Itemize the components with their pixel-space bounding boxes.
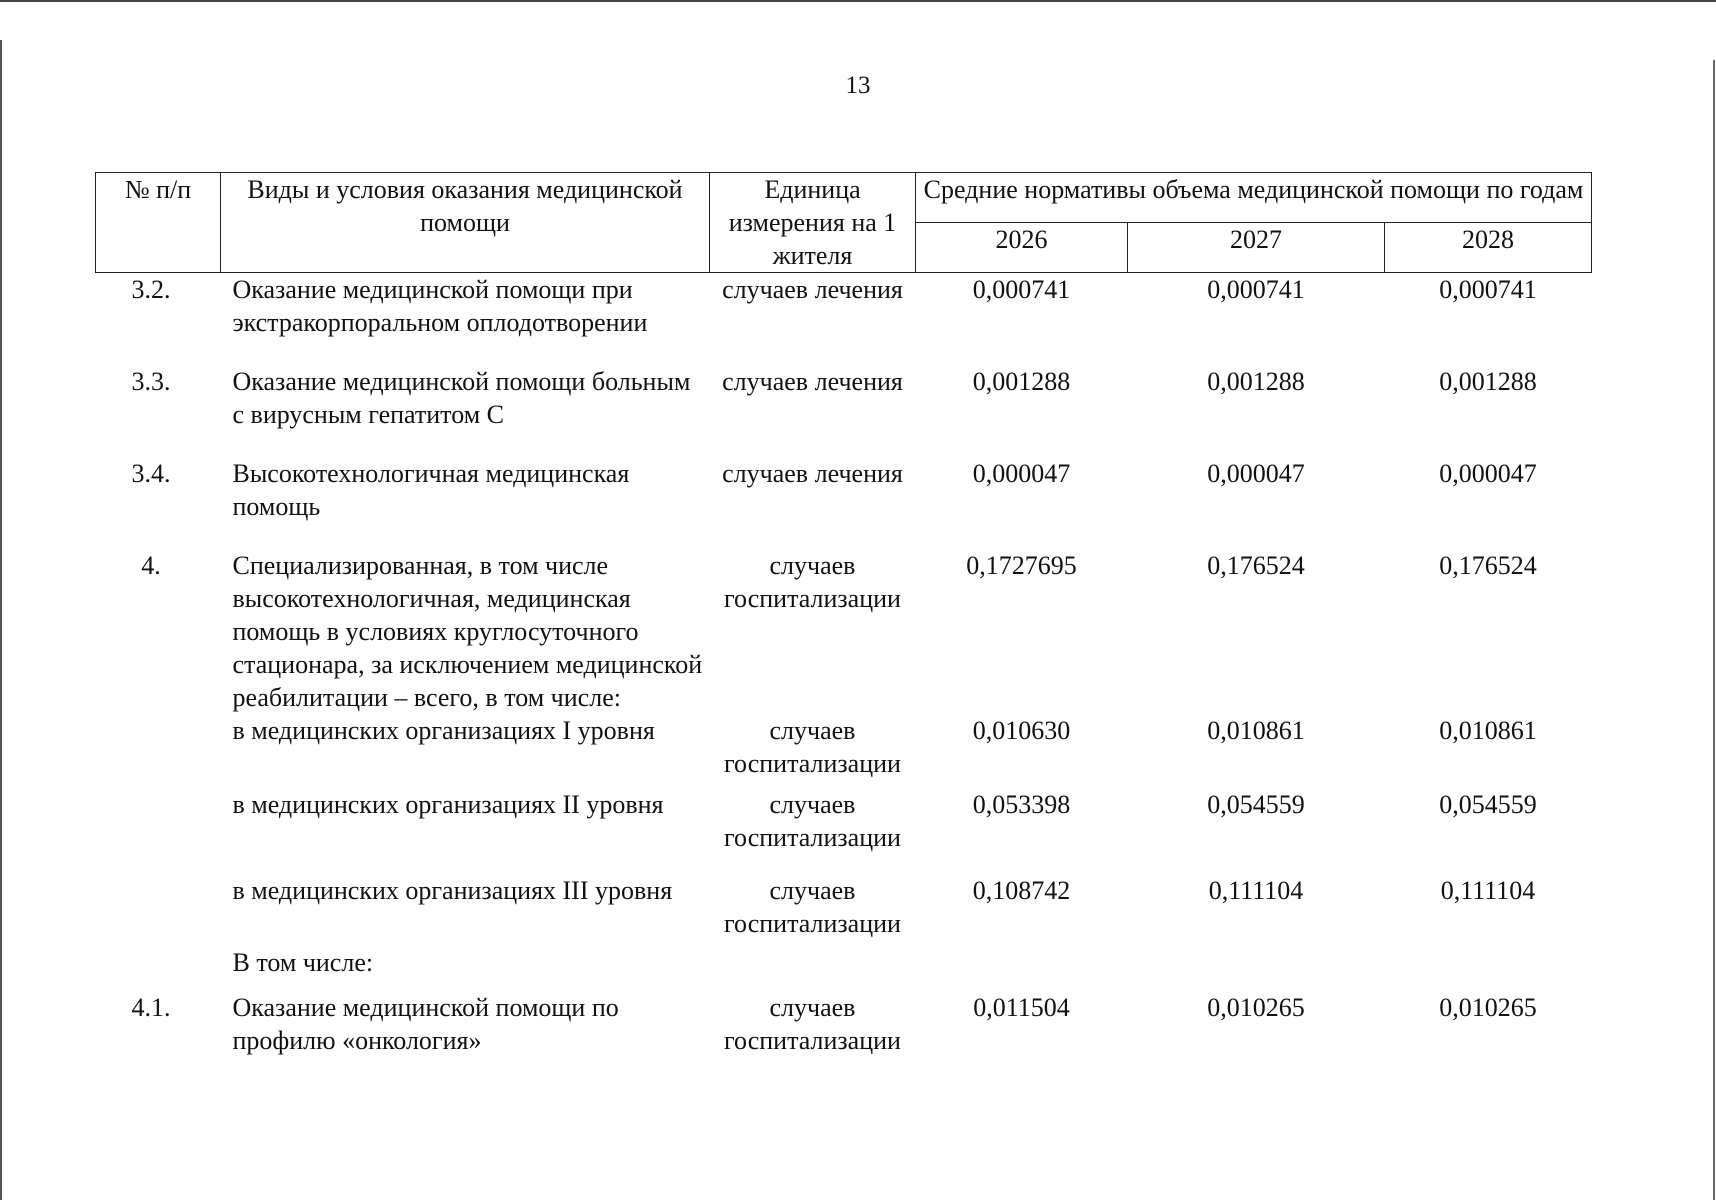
row-unit: случаев госпитализации bbox=[724, 790, 901, 852]
table-row bbox=[96, 365, 1592, 431]
row-num bbox=[96, 874, 221, 940]
row-value-2027: 0,176524 bbox=[1207, 551, 1305, 580]
row-value-2026: 0,011504 bbox=[973, 993, 1070, 1022]
row-value-2026: 0,001288 bbox=[972, 367, 1071, 396]
header-group: Средние нормативы объема медицинской помощи по годам bbox=[916, 173, 1592, 223]
row-name: В том числе: bbox=[232, 948, 374, 977]
row-name: в медицинских организациях II уровня bbox=[232, 790, 664, 819]
table-row bbox=[96, 273, 1592, 340]
row-value-2027: 0,000741 bbox=[1207, 275, 1305, 304]
row-name: в медицинских организациях III уровня bbox=[232, 876, 673, 905]
row-num: 3.3. bbox=[131, 367, 171, 396]
scan-edge-left bbox=[0, 40, 2, 1200]
row-value-2028: 0,001288 bbox=[1439, 367, 1537, 396]
header-year-2026: 2026 bbox=[916, 223, 1128, 273]
row-name: Оказание медицинской помощи при экстракорпоральном оплодотворении bbox=[232, 275, 648, 337]
table-row bbox=[96, 940, 1592, 979]
row-value-2027: 0,111104 bbox=[1208, 876, 1304, 905]
row-num bbox=[96, 714, 221, 780]
row-unit: случаев госпитализации bbox=[724, 716, 901, 778]
table-row bbox=[96, 714, 1592, 780]
table-row bbox=[96, 991, 1592, 1057]
row-unit bbox=[710, 940, 916, 979]
row-name: Оказание медицинской помощи больным с вирусным гепатитом С bbox=[232, 367, 691, 429]
row-num: 3.2. bbox=[131, 275, 171, 304]
header-unit: Единица измерения на 1 жителя bbox=[710, 173, 916, 273]
row-value-2028: 0,000047 bbox=[1439, 459, 1537, 488]
table-body bbox=[96, 273, 1592, 1058]
row-value-2026: 0,000047 bbox=[972, 459, 1071, 488]
row-value-2026: 0,000741 bbox=[972, 275, 1071, 304]
table-row bbox=[96, 549, 1592, 714]
row-num: 4.1. bbox=[131, 993, 171, 1022]
volume-norms-table bbox=[95, 172, 1592, 1057]
row-unit: случаев лечения bbox=[722, 459, 903, 488]
scan-edge-top bbox=[0, 0, 1716, 2]
table-row bbox=[96, 457, 1592, 523]
row-value-2027: 0,010861 bbox=[1207, 716, 1305, 745]
row-unit: случаев госпитализации bbox=[724, 993, 901, 1055]
table-row bbox=[96, 874, 1592, 940]
row-value-2027: 0,000047 bbox=[1207, 459, 1305, 488]
row-name: Оказание медицинской помощи по профилю «онкология» bbox=[232, 993, 619, 1055]
row-value-2028: 0,000741 bbox=[1439, 275, 1537, 304]
row-value-2026: 0,108742 bbox=[972, 876, 1071, 905]
row-value-2026: 0,010630 bbox=[972, 716, 1071, 745]
row-value-2028: 0,054559 bbox=[1439, 790, 1537, 819]
row-value-2026: 0,053398 bbox=[972, 790, 1071, 819]
row-value-2027: 0,010265 bbox=[1207, 993, 1305, 1022]
row-value-2027: 0,054559 bbox=[1207, 790, 1305, 819]
row-value-2028: 0,010265 bbox=[1439, 993, 1537, 1022]
scan-edge-right bbox=[1713, 60, 1715, 1200]
row-value-2028: 0,176524 bbox=[1439, 551, 1537, 580]
header-num: № п/п bbox=[96, 173, 221, 273]
table-header bbox=[96, 173, 1592, 273]
page-number: 13 bbox=[845, 72, 871, 99]
row-value-2026: 0,1727695 bbox=[966, 551, 1077, 580]
header-name: Виды и условия оказания медицинской помощи bbox=[221, 173, 710, 273]
row-value-2028: 0,111104 bbox=[1440, 876, 1536, 905]
row-value-2026 bbox=[916, 940, 1128, 979]
row-unit: случаев лечения bbox=[722, 275, 903, 304]
row-unit: случаев лечения bbox=[722, 367, 903, 396]
row-name: Специализированная, в том числе высокотехнологичная, медицинская помощь в условиях круглосуточного стационара, за исключением медицинской реабилитации – всего, в том числе: bbox=[232, 551, 703, 712]
row-num: 3.4. bbox=[131, 459, 171, 488]
row-value-2028 bbox=[1385, 940, 1592, 979]
row-unit: случаев госпитализации bbox=[724, 876, 901, 938]
volume-norms-table-wrap bbox=[95, 172, 1591, 1057]
row-unit: случаев госпитализации bbox=[724, 551, 901, 613]
row-value-2027: 0,001288 bbox=[1207, 367, 1305, 396]
row-value-2028: 0,010861 bbox=[1439, 716, 1537, 745]
row-value-2027 bbox=[1128, 940, 1385, 979]
row-num bbox=[96, 788, 221, 854]
header-year-2027: 2027 bbox=[1128, 223, 1385, 273]
row-num: 4. bbox=[141, 551, 161, 580]
row-name: в медицинских организациях I уровня bbox=[232, 716, 655, 745]
table-row bbox=[96, 788, 1592, 854]
header-year-2028: 2028 bbox=[1385, 223, 1592, 273]
row-num bbox=[96, 940, 221, 979]
row-name: Высокотехнологичная медицинская помощь bbox=[232, 459, 630, 521]
